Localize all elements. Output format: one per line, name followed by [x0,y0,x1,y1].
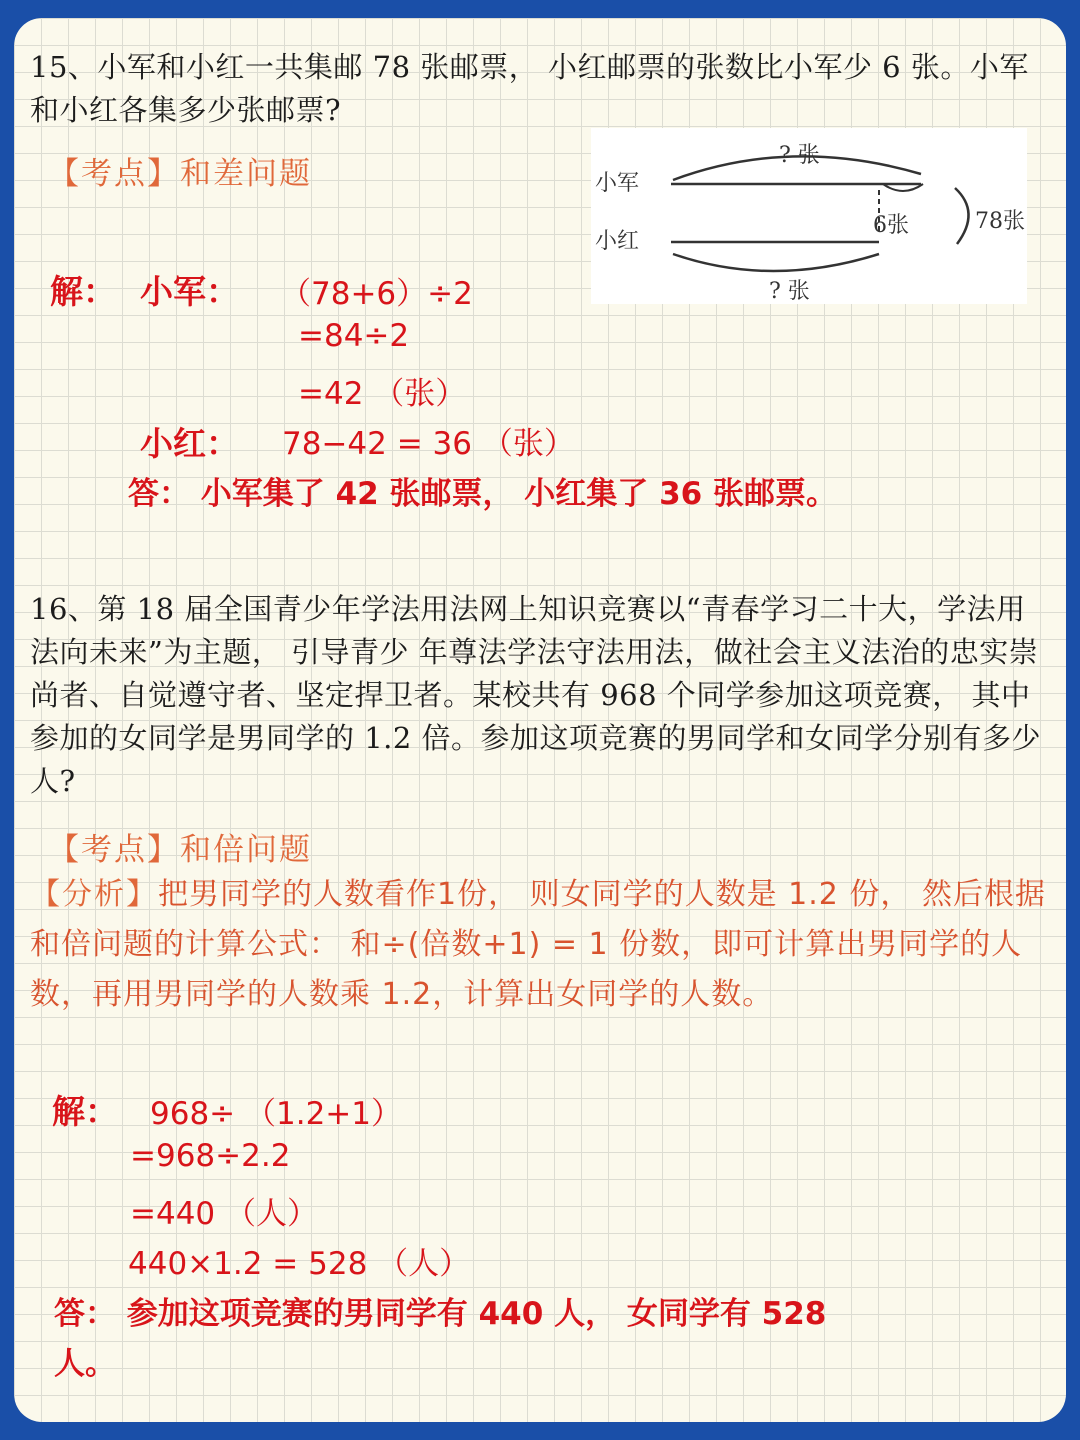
diagram-label-top: ? 张 [779,143,820,168]
analysis-label: 【分析】 [30,877,158,912]
question-16-analysis [30,870,1050,1020]
diagram-name-jun: 小军 [595,171,640,196]
diagram-bottom-brace [673,254,879,271]
q16-solution-line-2: =968÷2.2 [130,1138,291,1174]
q15-solution-name-jun: 小军： [140,272,239,311]
diagram-label-bottom: ? 张 [769,279,810,304]
diagram-total-brace [955,188,969,244]
q16-solution-line-1: 968÷ （1.2+1） [150,1096,402,1132]
analysis-text: 把男同学的人数看作1份， 则女同学的人数是 1.2 份， 然后根据和倍问题的计算公式： 和÷(倍数+1) = 1 份数，即可计算出男同学的人数，再用男同学的人数乘 1.2，计算出女同学的人数。 [30,877,1046,1012]
question-15-text: 15、小军和小红一共集邮 78 张邮票， 小红邮票的张数比小军少 6 张。小军和小红各集多少张邮票? [30,50,1029,127]
q16-solution-line-3: =440 （人） [130,1196,318,1232]
q15-solution-line-3: =42 （张） [298,376,467,412]
q16-answer-line-2: 人。 [54,1346,116,1382]
q16-answer-line-1: 答： 参加这项竞赛的男同学有 440 人， 女同学有 528 [54,1296,827,1332]
question-16-text: 16、第 18 届全国青少年学法用法网上知识竞赛以“青春学习二十大，学法用法向未来”为主题， 引导青少 年尊法学法守法用法，做社会主义法治的忠实崇尚者、自觉遵守者、坚定捍卫者。某校共有 968 个同学参加这项竞赛， 其中参加的女同学是男同学的 1.2 倍。参加这项竞赛的男同学和女同学分别有多少人? [30,592,1042,798]
diagram-diff-label: 6张 [873,213,909,238]
question-16-topic: 【考点】和倍问题 [48,832,312,868]
q15-solution-line-2: =84÷2 [298,318,410,354]
q15-solution-prefix: 解： [50,272,116,311]
q16-solution-line-4: 440×1.2 = 528 （人） [128,1246,471,1282]
worksheet-page [14,18,1066,1422]
q16-solution-prefix: 解： [52,1092,118,1131]
diagram-name-hong: 小红 [595,229,640,254]
line-segment-diagram [591,128,1027,304]
diagram-total-label: 78张 [975,209,1025,234]
q15-answer: 答： 小军集了 42 张邮票， 小红集了 36 张邮票。 [128,476,838,512]
q15-solution-line-4: 78−42 = 36 （张） [282,426,575,462]
q15-solution-line-1: （78+6）÷2 [280,276,473,312]
q15-solution-name-hong: 小红： [140,424,239,463]
question-15-topic: 【考点】和差问题 [48,156,312,192]
